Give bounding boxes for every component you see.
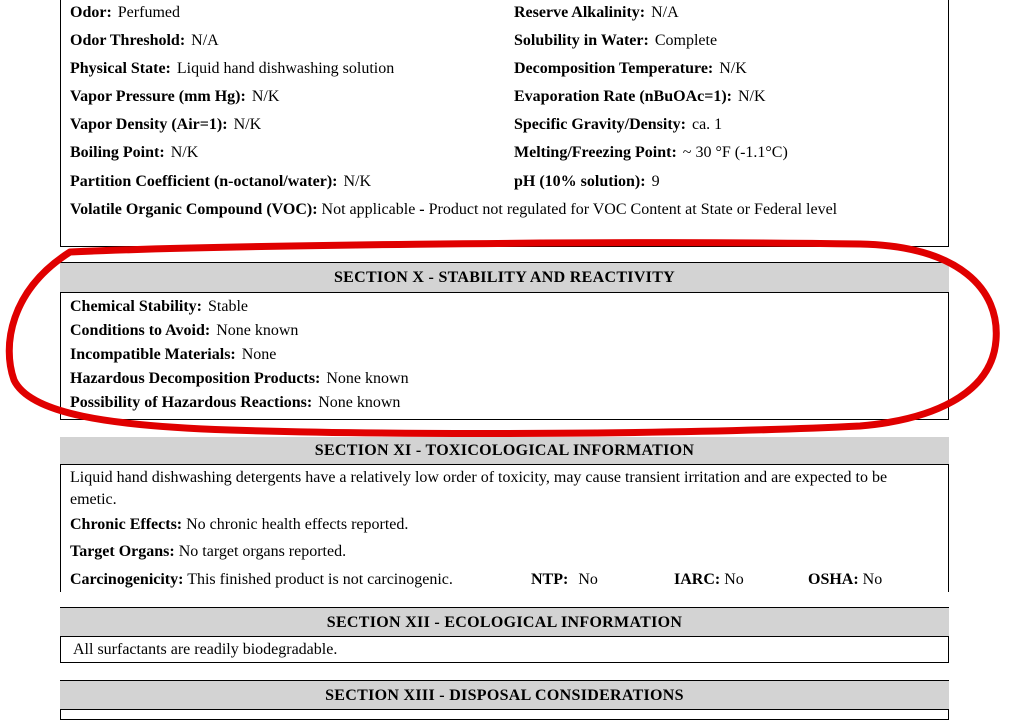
property-value: N/A [191, 32, 219, 49]
voc-row [70, 199, 940, 221]
property-label: pH (10% solution): [514, 173, 646, 190]
property-value: N/K [170, 144, 199, 161]
section-12-header: SECTION XII - ECOLOGICAL INFORMATION [60, 607, 949, 637]
property-value: ca. 1 [691, 116, 723, 133]
osha-label: OSHA: [808, 571, 859, 588]
stability-item-label: Chemical Stability: [70, 298, 202, 315]
carcinogenicity-value: This finished product is not carcinogenic. [187, 571, 453, 588]
ntp-label: NTP: [531, 571, 569, 588]
property-label: Boiling Point: [70, 144, 165, 161]
property-row-right [514, 59, 747, 79]
property-value: N/K [343, 173, 372, 190]
section-11-header: SECTION XI - TOXICOLOGICAL INFORMATION [60, 437, 949, 465]
voc-dash: - [419, 201, 425, 218]
stability-item [70, 369, 409, 389]
property-row-right [514, 172, 660, 192]
property-value: N/K [251, 88, 280, 105]
property-label: Odor: [70, 4, 112, 21]
property-label: Vapor Density (Air=1): [70, 116, 228, 133]
stability-item-value: None known [318, 394, 401, 411]
stability-item-value: Stable [208, 298, 248, 315]
target-organs-row [70, 542, 346, 562]
property-label: Melting/Freezing Point: [514, 144, 677, 161]
stability-item-label: Possibility of Hazardous Reactions: [70, 394, 313, 411]
property-value: N/K [233, 116, 262, 133]
chronic-effects-row [70, 515, 408, 535]
carcinogenicity-label: Carcinogenicity: [70, 571, 184, 588]
stability-item-value: None known [326, 370, 409, 387]
property-label: Evaporation Rate (nBuOAc=1): [514, 88, 732, 105]
stability-item-value: None [241, 346, 277, 363]
property-label: Physical State: [70, 60, 171, 77]
property-label: Specific Gravity/Density: [514, 116, 686, 133]
voc-label: Volatile Organic Compound (VOC): [70, 201, 318, 218]
property-value: Perfumed [117, 4, 180, 21]
stability-item-value: None known [216, 322, 299, 339]
target-organs-value: No target organs reported. [178, 543, 347, 560]
property-label: Solubility in Water: [514, 32, 649, 49]
property-row-left [70, 59, 394, 79]
ntp-field [531, 570, 598, 590]
property-value: ~ 30 °F (-1.1°C) [682, 144, 788, 161]
property-label: Reserve Alkalinity: [514, 4, 646, 21]
property-value: Liquid hand dishwashing solution [176, 60, 395, 77]
section-10-header: SECTION X - STABILITY AND REACTIVITY [60, 262, 949, 293]
stability-item [70, 297, 248, 317]
property-row-left [70, 87, 279, 107]
property-row-left [70, 31, 219, 51]
property-value: N/K [738, 88, 766, 105]
stability-item-label: Conditions to Avoid: [70, 322, 211, 339]
section-13-header: SECTION XIII - DISPOSAL CONSIDERATIONS [60, 680, 949, 710]
stability-item-label: Hazardous Decomposition Products: [70, 370, 321, 387]
property-value: 9 [651, 173, 660, 190]
property-value: Complete [654, 32, 718, 49]
voc-value-2: Product not regulated for VOC Content at State or Federal level [428, 201, 838, 218]
stability-item [70, 321, 298, 341]
property-row-left [70, 3, 180, 23]
stability-item [70, 345, 276, 365]
property-row-right [514, 143, 788, 163]
iarc-field [674, 570, 744, 590]
property-value: N/A [651, 4, 679, 21]
target-organs-label: Target Organs: [70, 543, 175, 560]
carcinogenicity-row [70, 570, 453, 590]
iarc-label: IARC: [674, 571, 721, 588]
property-row-right [514, 87, 766, 107]
osha-field [808, 570, 882, 590]
property-label: Partition Coefficient (n-octanol/water): [70, 173, 338, 190]
chronic-effects-label: Chronic Effects: [70, 516, 183, 533]
property-label: Odor Threshold: [70, 32, 186, 49]
stability-item [70, 393, 400, 413]
chronic-effects-value: No chronic health effects reported. [186, 516, 409, 533]
osha-value: No [862, 571, 883, 588]
property-row-left [70, 172, 371, 192]
property-row-right [514, 3, 679, 23]
ecological-text: All surfactants are readily biodegradable. [73, 641, 338, 658]
property-label: Decomposition Temperature: [514, 60, 714, 77]
toxicology-intro: Liquid hand dishwashing detergents have a relatively low order of toxicity, may cause transient irritation and are expected to be emetic. [70, 469, 888, 508]
ntp-value: No [578, 571, 598, 588]
voc-value: Not applicable [321, 201, 416, 218]
property-row-left [70, 143, 198, 163]
stability-item-label: Incompatible Materials: [70, 346, 236, 363]
iarc-value: No [724, 571, 744, 588]
property-label: Vapor Pressure (mm Hg): [70, 88, 246, 105]
property-row-left [70, 115, 261, 135]
property-value: N/K [719, 60, 747, 77]
property-row-right [514, 115, 722, 135]
property-row-right [514, 31, 717, 51]
